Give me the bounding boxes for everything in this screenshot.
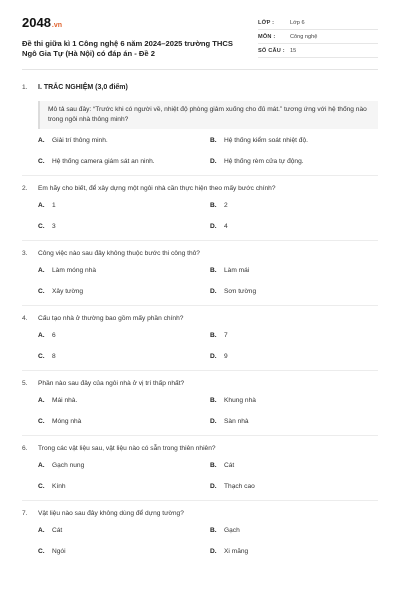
option-letter: B. — [210, 332, 217, 339]
divider — [22, 305, 378, 306]
option-text: Cát — [224, 462, 235, 469]
meta-key: MÔN : — [258, 33, 276, 40]
option-letter: D. — [210, 158, 217, 165]
option-letter: C. — [38, 353, 45, 360]
option-letter: B. — [210, 462, 217, 469]
option-letter: B. — [210, 527, 217, 534]
meta-key: LỚP : — [258, 19, 275, 26]
divider — [22, 175, 378, 176]
page-header — [22, 0, 378, 70]
options-grid — [38, 201, 378, 231]
option-letter: A. — [38, 332, 45, 339]
options-grid — [38, 396, 378, 426]
option-text: 4 — [224, 223, 228, 230]
option-letter: D. — [210, 353, 217, 360]
question-text: Cấu tạo nhà ở thường bao gồm mấy phần chính? — [38, 315, 184, 322]
option-letter: C. — [38, 158, 45, 165]
question — [22, 249, 378, 306]
option[interactable] — [210, 461, 382, 470]
site-logo[interactable] — [22, 16, 247, 33]
option-text: 3 — [52, 223, 56, 230]
option[interactable] — [38, 461, 210, 470]
divider — [22, 500, 378, 501]
option-letter: D. — [210, 483, 217, 490]
option-letter: A. — [38, 137, 45, 144]
logo-suffix: .vn — [51, 22, 63, 29]
option[interactable] — [38, 417, 210, 426]
divider — [22, 435, 378, 436]
options-grid — [38, 136, 378, 166]
option[interactable] — [210, 266, 382, 275]
option-text: 8 — [52, 353, 56, 360]
option-text: Mái nhà. — [52, 397, 78, 404]
option[interactable] — [210, 331, 382, 340]
option[interactable] — [38, 266, 210, 275]
option-letter: A. — [38, 202, 45, 209]
option-text: Cát — [52, 527, 63, 534]
option-text: Xi măng — [224, 548, 249, 555]
option[interactable] — [38, 287, 210, 296]
question — [22, 184, 378, 241]
question — [22, 444, 378, 501]
question-number: 2. — [22, 185, 28, 192]
option[interactable] — [38, 136, 210, 145]
option[interactable] — [38, 482, 210, 491]
option[interactable] — [210, 482, 382, 491]
option-text: Thạch cao — [224, 483, 255, 490]
options-grid — [38, 526, 378, 556]
option[interactable] — [210, 547, 382, 556]
option[interactable] — [38, 547, 210, 556]
option-text: Làm móng nhà — [52, 267, 96, 274]
section-title: I. TRẮC NGHIỆM (3,0 điểm) — [38, 83, 128, 91]
option[interactable] — [38, 352, 210, 361]
options-grid — [38, 461, 378, 491]
divider — [22, 240, 378, 241]
exam-meta — [258, 16, 378, 69]
question-text: Vật liệu nào sau đây không dùng để dựng tường? — [38, 510, 184, 517]
meta-row-count — [258, 44, 378, 58]
option-text: Làm mái — [224, 267, 250, 274]
option-letter: B. — [210, 397, 217, 404]
meta-key: SỐ CÂU : — [258, 47, 285, 54]
question-text: Công việc nào sau đây không thuộc bước thi công thô? — [38, 250, 200, 257]
meta-value: Lớp 6 — [290, 19, 305, 26]
option-letter: B. — [210, 202, 217, 209]
meta-value: 15 — [290, 47, 297, 54]
option-text: 2 — [224, 202, 228, 209]
option-text: Hệ thống camera giám sát an ninh. — [52, 158, 155, 165]
header-left — [22, 16, 247, 69]
option-text: Hệ thống kiểm soát nhiệt độ. — [224, 137, 308, 144]
option[interactable] — [210, 157, 382, 166]
option-letter: D. — [210, 418, 217, 425]
option-text: Sơn tường — [224, 288, 257, 295]
option[interactable] — [210, 222, 382, 231]
divider — [22, 370, 378, 371]
option[interactable] — [210, 136, 382, 145]
option-text: 7 — [224, 332, 228, 339]
logo-text: 2048 — [22, 15, 51, 30]
option-letter: C. — [38, 223, 45, 230]
option[interactable] — [210, 396, 382, 405]
meta-row-subject — [258, 30, 378, 44]
option-letter: B. — [210, 267, 217, 274]
question — [22, 314, 378, 371]
options-grid — [38, 266, 378, 296]
option-letter: A. — [38, 527, 45, 534]
option[interactable] — [38, 201, 210, 210]
option-letter: A. — [38, 267, 45, 274]
question — [22, 509, 378, 556]
option-text: Gạch nung — [52, 462, 85, 469]
option[interactable] — [210, 526, 382, 535]
option-text: Xây tường — [52, 288, 84, 295]
question-number: 4. — [22, 315, 28, 322]
meta-row-grade — [258, 16, 378, 30]
option-text: Kính — [52, 483, 66, 490]
option-letter: A. — [38, 397, 45, 404]
question-text: Trong các vật liệu sau, vật liệu nào có sẵn trong thiên nhiên? — [38, 445, 216, 452]
option[interactable] — [38, 396, 210, 405]
question — [22, 379, 378, 436]
section-heading — [22, 80, 378, 94]
option-letter: D. — [210, 548, 217, 555]
meta-value: Công nghệ — [290, 33, 318, 40]
question-number: 3. — [22, 250, 28, 257]
option-text: 1 — [52, 202, 56, 209]
option-text: Móng nhà — [52, 418, 82, 425]
option-letter: D. — [210, 288, 217, 295]
option-letter: A. — [38, 462, 45, 469]
option[interactable] — [210, 287, 382, 296]
option-letter: C. — [38, 548, 45, 555]
option-letter: D. — [210, 223, 217, 230]
option-text: Gạch — [224, 527, 240, 534]
question-text: Em hãy cho biết, để xây dựng một ngôi nhà cần thực hiện theo mấy bước chính? — [38, 185, 276, 192]
option[interactable] — [210, 352, 382, 361]
option[interactable] — [38, 526, 210, 535]
question-text-box: Mô tả sau đây: “Trước khi có người về, nhiệt độ phòng giảm xuống cho đủ mát.” tương ứng với hệ thống nào trong ngôi nhà thông minh? — [38, 101, 378, 129]
option-text: 9 — [224, 353, 228, 360]
option-text: Sàn nhà — [224, 418, 249, 425]
option-text: 6 — [52, 332, 56, 339]
option-letter: B. — [210, 137, 217, 144]
options-grid — [38, 331, 378, 361]
option[interactable] — [38, 331, 210, 340]
option-letter: C. — [38, 418, 45, 425]
option-text: Giải trí thông minh. — [52, 137, 108, 144]
option[interactable] — [38, 157, 210, 166]
question-text: Phần nào sau đây của ngôi nhà ở vị trí thấp nhất? — [38, 380, 185, 387]
option-letter: C. — [38, 288, 45, 295]
option-letter: C. — [38, 483, 45, 490]
option-text: Hệ thống rèm cửa tự động. — [224, 158, 304, 165]
option[interactable] — [210, 417, 382, 426]
option-text: Ngói — [52, 548, 66, 555]
question-number: 6. — [22, 445, 28, 452]
option[interactable] — [210, 201, 382, 210]
option-text: Khung nhà — [224, 397, 256, 404]
page-title: Đề thi giữa kì 1 Công nghệ 6 năm 2024–2025 trường THCS Ngô Gia Tự (Hà Nội) có đáp án - Đề 2 — [22, 39, 233, 58]
question-number: 7. — [22, 510, 28, 517]
option[interactable] — [38, 222, 210, 231]
question-number: 5. — [22, 380, 28, 387]
question-number: 1. — [22, 83, 28, 91]
